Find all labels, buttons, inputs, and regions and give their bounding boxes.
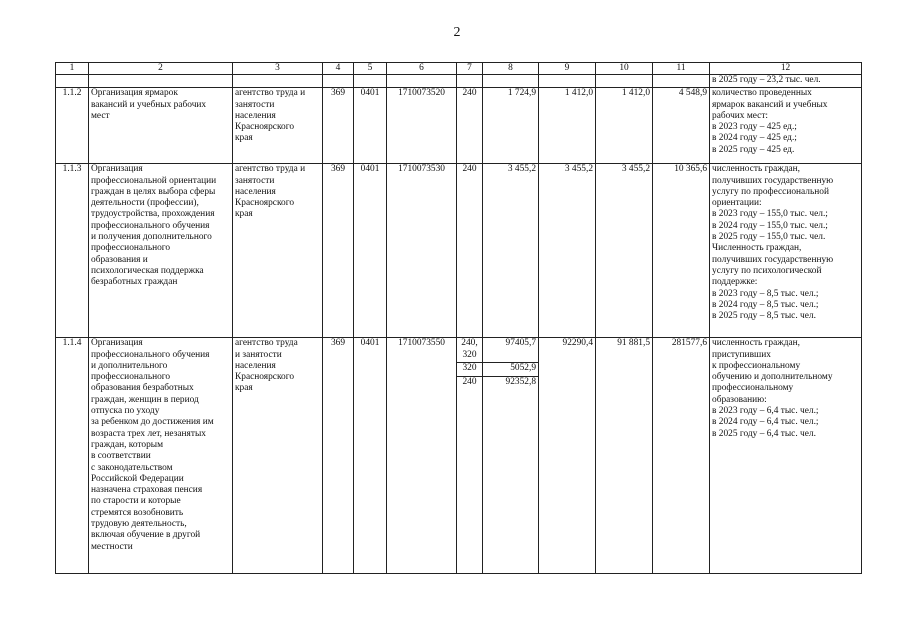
rzpr-code: 0401 (354, 164, 387, 338)
rzpr-code: 0401 (354, 88, 387, 164)
grbs-code: 369 (323, 338, 354, 574)
amount-total: 281577,6 (653, 338, 710, 574)
column-header: 8 (483, 63, 539, 75)
continuation-row (56, 75, 862, 88)
column-header: 6 (387, 63, 457, 75)
grbs-code: 369 (323, 88, 354, 164)
column-header: 4 (323, 63, 354, 75)
vr-code: 240 (462, 377, 477, 388)
amount-2025: 91 881,5 (596, 338, 653, 574)
column-header: 11 (653, 63, 710, 75)
activity-name: Организация ярмарок вакансий и учебных рабочих мест (89, 88, 233, 164)
continuation-text: в 2025 году – 23,2 тыс. чел. (710, 75, 862, 88)
row-number: 1.1.3 (56, 164, 89, 338)
column-header: 7 (457, 63, 483, 75)
executor: агентство труда и занятости населения Красноярского края (233, 164, 323, 338)
grbs-code: 369 (323, 164, 354, 338)
column-header: 2 (89, 63, 233, 75)
column-header: 5 (354, 63, 387, 75)
expected-result: количество проведенных ярмарок вакансий и учебных рабочих мест: в 2023 году – 425 ед.; в 2024 году – 425 ед.; в 2025 году – 425 ед. (710, 88, 862, 164)
csr-code: 1710073520 (387, 88, 457, 164)
row-number: 1.1.4 (56, 338, 89, 574)
page-number: 2 (453, 25, 461, 40)
csr-code: 1710073530 (387, 164, 457, 338)
table-row (56, 88, 862, 164)
table-row (56, 338, 862, 574)
vr-codes (457, 338, 483, 574)
executor: агентство труда и занятости населения Красноярского края (233, 338, 323, 574)
amount-total: 10 365,6 (653, 164, 710, 338)
amount-2023: 3 455,2 (483, 164, 539, 338)
expected-result: численность граждан, получивших государственную услугу по профессиональной ориентации: в 2023 году – 155,0 тыс. чел.; в 2024 году – 155,0 тыс. чел.; в 2025 году – 155,0 тыс. чел. Численность граждан, получивших государственную услугу по психологической поддержке: в 2023 году – 8,5 тыс. чел.; в 2024 году – 8,5 тыс. чел.; в 2025 году – 8,5 тыс. чел. (710, 164, 862, 338)
table-row (56, 164, 862, 338)
vr-code: 240, 320 (457, 338, 482, 363)
executor: агентство труда и занятости населения Красноярского края (233, 88, 323, 164)
rzpr-code: 0401 (354, 338, 387, 574)
column-header: 12 (710, 63, 862, 75)
vr-code: 240 (457, 164, 483, 338)
column-header: 1 (56, 63, 89, 75)
amount-2023: 5052,9 (483, 363, 539, 377)
column-header: 3 (233, 63, 323, 75)
activity-name: Организация профессионального обучения и дополнительного профессионального образования безработных граждан, женщин в период отпуска по уходу за ребенком до достижения им возраста трех лет, незанятых граждан, которым в соответствии с законодательством Российской Федерации назначена страховая пенсия по старости и которые стремятся возобновить трудовую деятельность, включая обучение в другой местности (89, 338, 233, 574)
amount-2024: 1 412,0 (539, 88, 596, 164)
program-activities-table (55, 62, 862, 574)
amount-2025: 1 412,0 (596, 88, 653, 164)
amount-2023: 1 724,9 (483, 88, 539, 164)
activity-name: Организация профессиональной ориентации граждан в целях выбора сферы деятельности (профессии), трудоустройства, прохождения профессионального обучения и получения дополнительного профессионального образования и психологическая поддержка безработных граждан (89, 164, 233, 338)
amount-2023: 92352,8 (505, 377, 536, 388)
csr-code: 1710073550 (387, 338, 457, 574)
column-header: 9 (539, 63, 596, 75)
vr-code: 240 (457, 88, 483, 164)
amount-2024: 92290,4 (539, 338, 596, 574)
amount-total: 4 548,9 (653, 88, 710, 164)
row-number: 1.1.2 (56, 88, 89, 164)
amounts-2023 (483, 338, 539, 574)
column-header: 10 (596, 63, 653, 75)
amount-2025: 3 455,2 (596, 164, 653, 338)
amount-2023: 97405,7 (483, 338, 539, 363)
column-header-row (56, 63, 862, 75)
expected-result: численность граждан, приступивших к профессиональному обучению и дополнительному профессиональному образованию: в 2023 году – 6,4 тыс. чел.; в 2024 году – 6,4 тыс. чел.; в 2025 году – 6,4 тыс. чел. (710, 338, 862, 574)
amount-2024: 3 455,2 (539, 164, 596, 338)
vr-code: 320 (457, 363, 482, 377)
